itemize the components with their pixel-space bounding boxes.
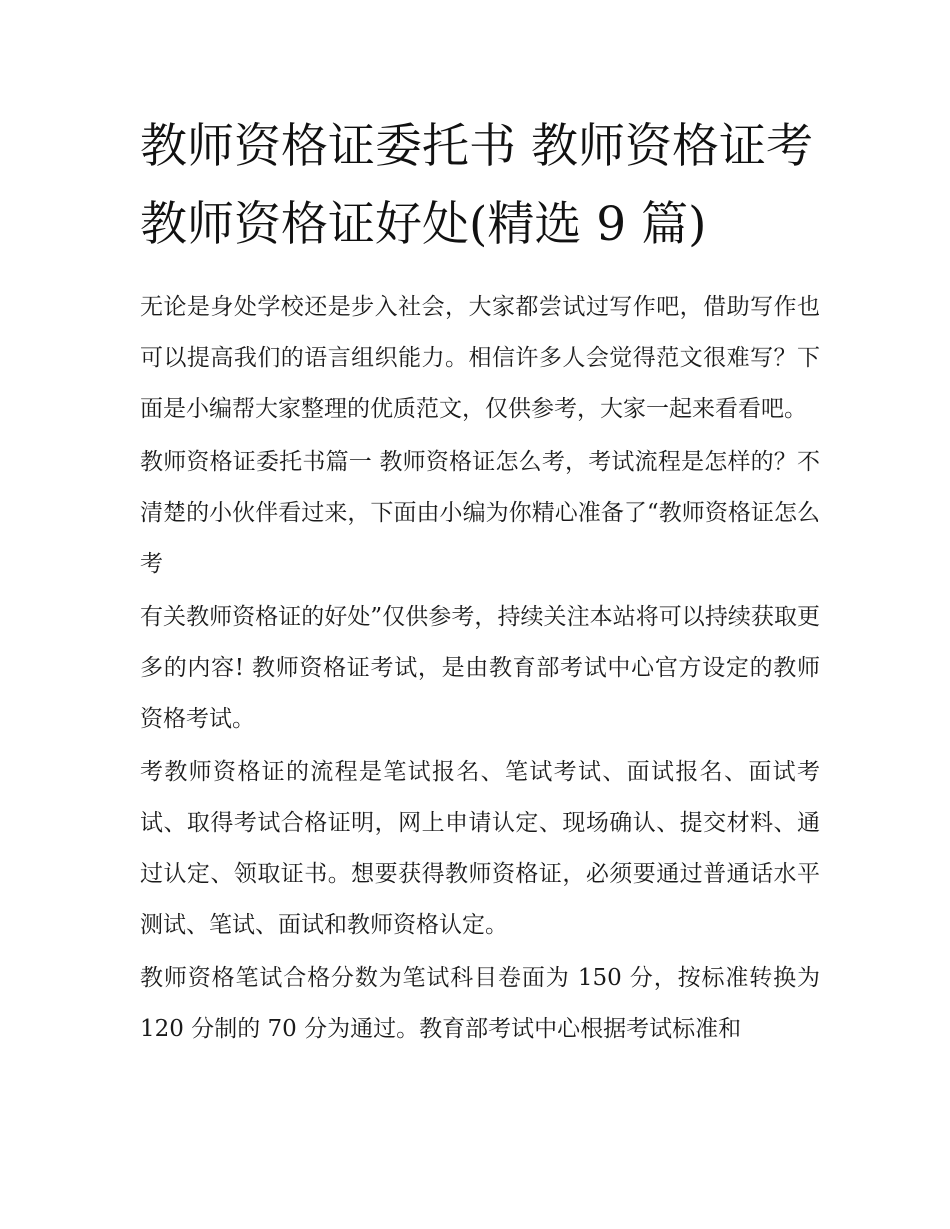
paragraph-process: 考教师资格证的流程是笔试报名、笔试考试、面试报名、面试考试、取得考试合格证明，网上申请认定、现场确认、提交材料、通过认定、领取证书。想要获得教师资格证，必须要通过普通话水平测试、笔试、面试和教师资格认定。 — [140, 759, 820, 938]
document-body — [140, 282, 820, 1057]
paragraph-section-one: 教师资格证委托书篇一 教师资格证怎么考，考试流程是怎样的？不清楚的小伙伴看过来，下面由小编为你精心准备了“教师资格证怎么考 — [140, 449, 820, 577]
paragraph-intro: 无论是身处学校还是步入社会，大家都尝试过写作吧，借助写作也可以提高我们的语言组织能力。相信许多人会觉得范文很难写？下面是小编帮大家整理的优质范文，仅供参考，大家一起来看看吧。 — [140, 294, 820, 422]
document-title: 教师资格证委托书 教师资格证考教师资格证好处(精选 9 篇) — [140, 119, 813, 252]
paragraph-benefits: 有关教师资格证的好处”仅供参考，持续关注本站将可以持续获取更多的内容! 教师资格证考试，是由教育部考试中心官方设定的教师资格考试。 — [140, 604, 820, 732]
paragraph-scores: 教师资格笔试合格分数为笔试科目卷面为 150 分，按标准转换为 120 分制的 70 分为通过。教育部考试中心根据考试标准和 — [140, 965, 820, 1042]
